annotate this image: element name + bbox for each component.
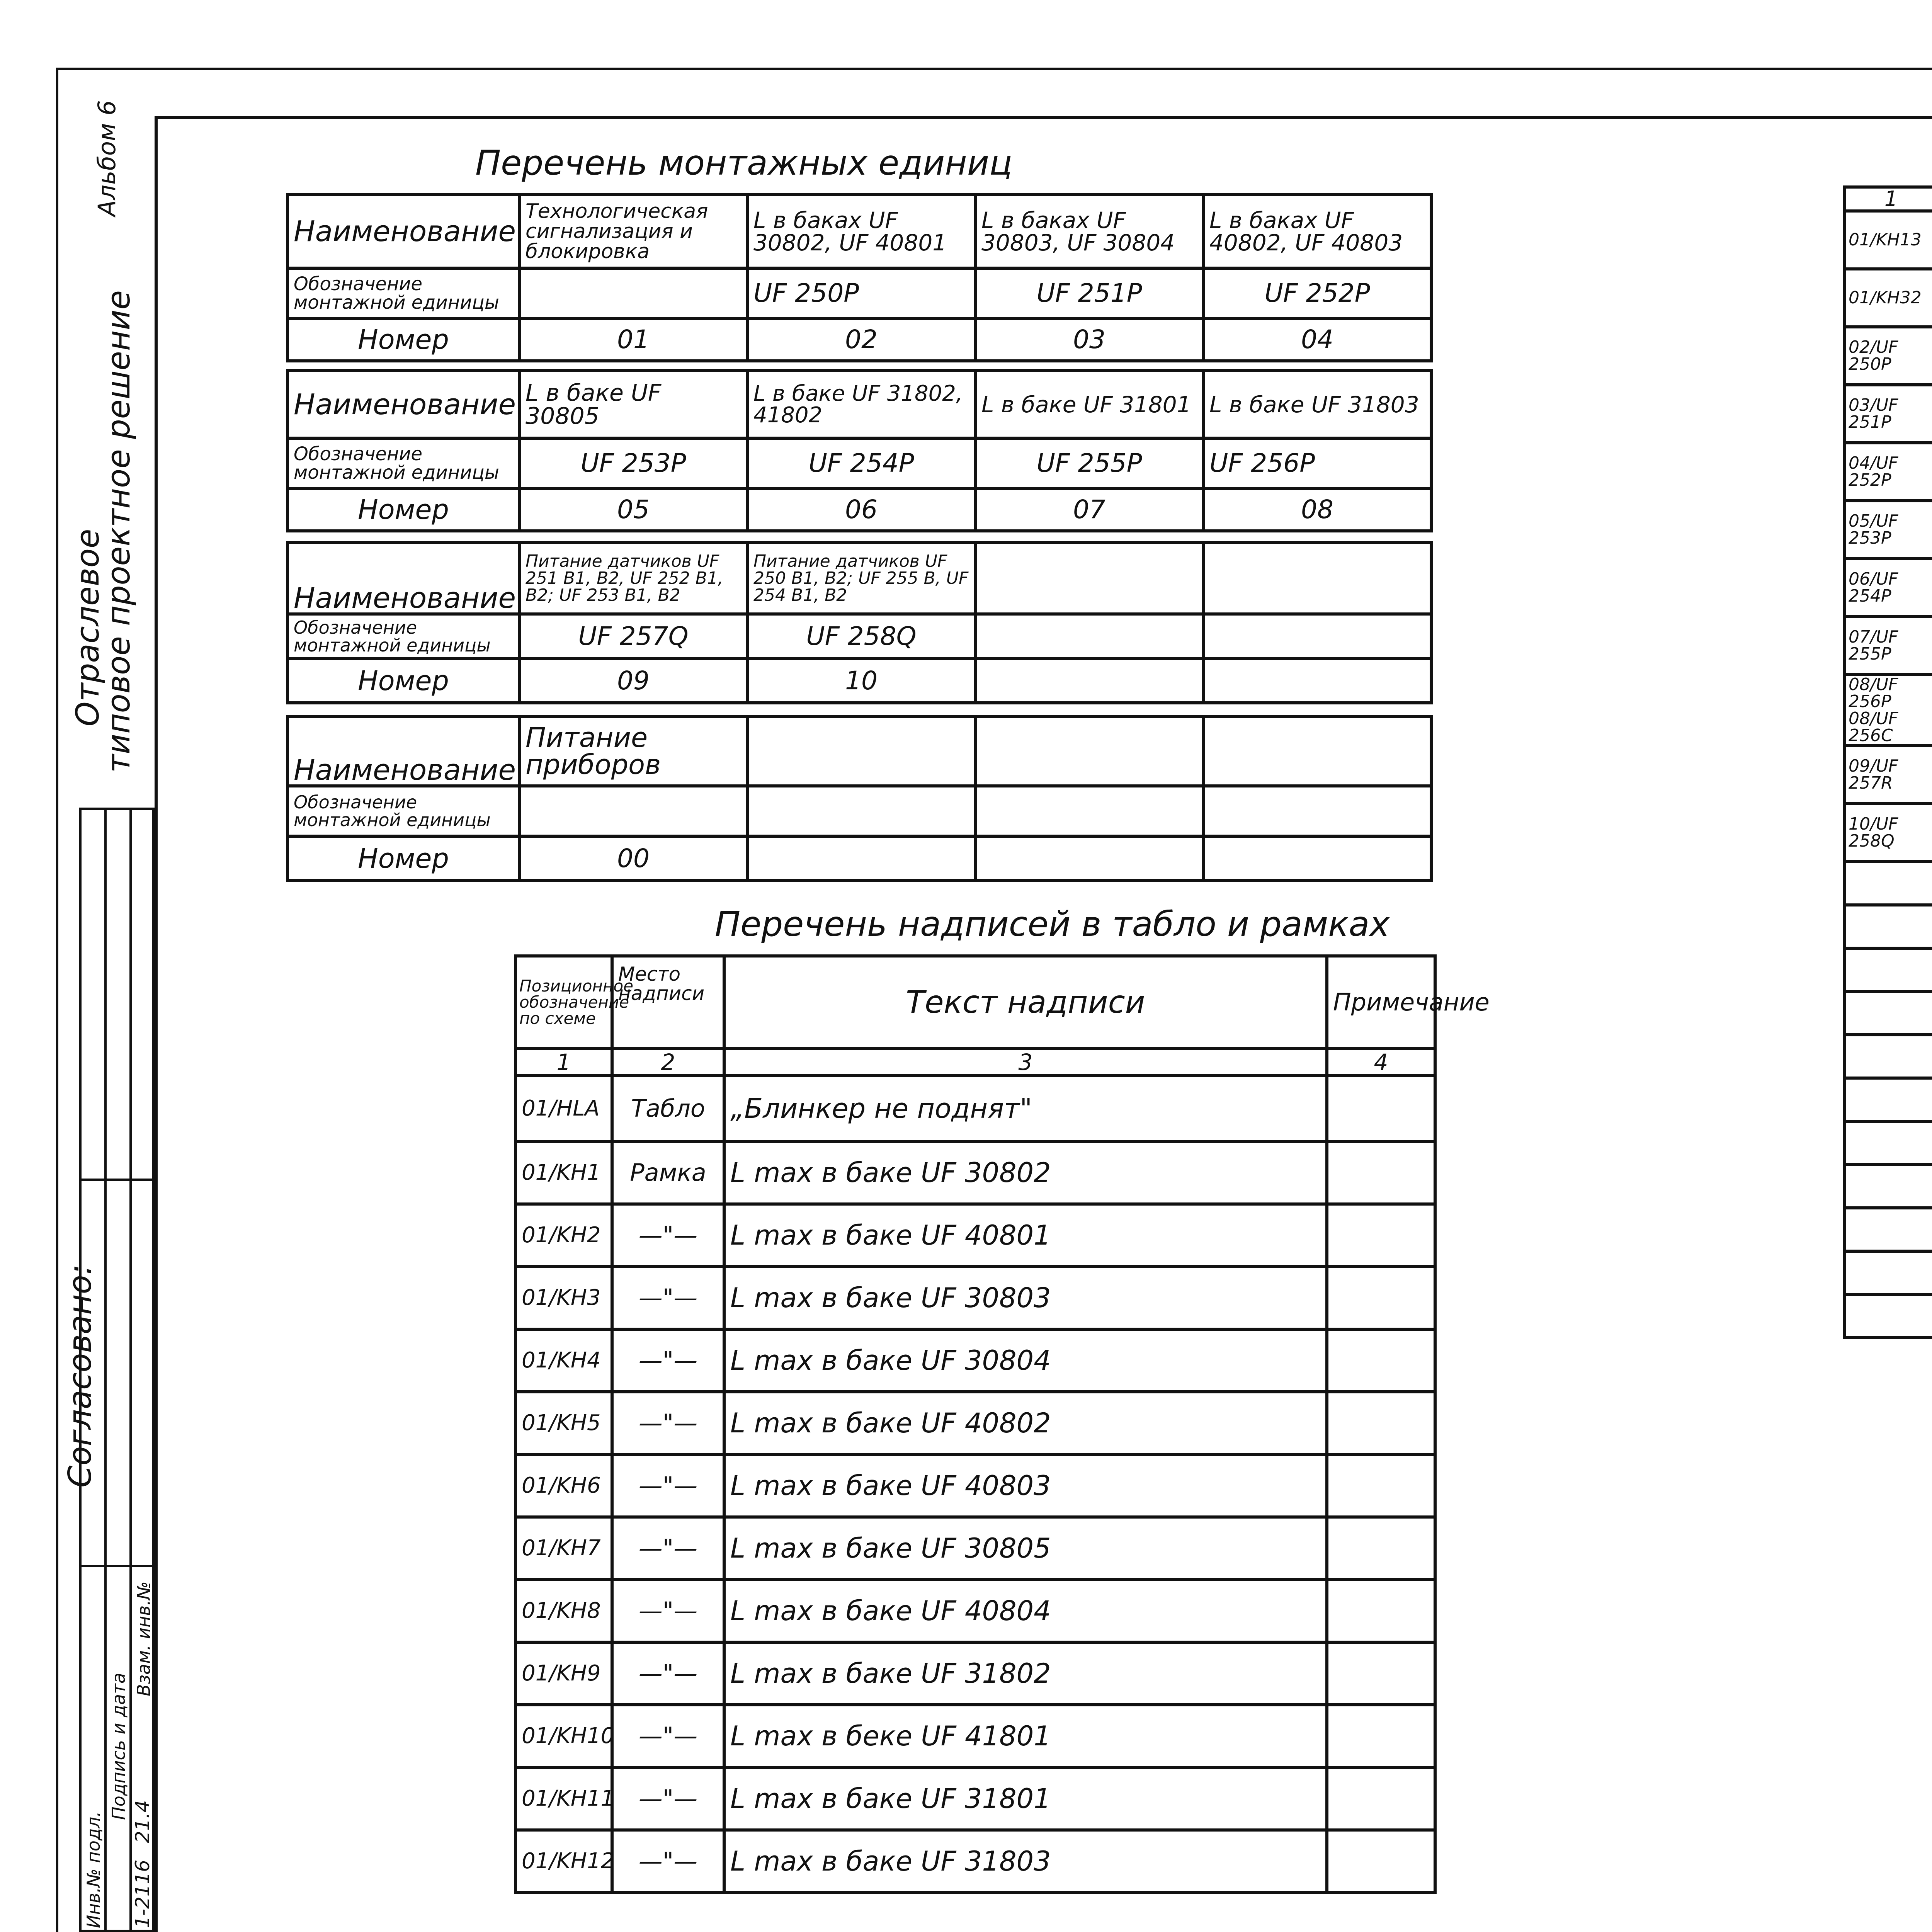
right-table: [1843, 185, 1932, 1339]
label-text: L max в баке UF 31801: [724, 1767, 1327, 1830]
label-place: —"—: [612, 1454, 724, 1517]
col-number: 1: [515, 1049, 612, 1076]
label-position: 01/KH2: [515, 1204, 612, 1267]
label-place: —"—: [612, 1267, 724, 1329]
table-row: [1845, 1251, 1932, 1294]
unit-code: [747, 786, 975, 836]
table-row: [1845, 1035, 1932, 1078]
label-place: —"—: [612, 1642, 724, 1705]
stamp-val2: 21.4: [131, 1800, 154, 1843]
stamp-col1-label: Инв.№ подл.: [83, 1811, 104, 1928]
unit-name: [975, 716, 1203, 786]
unit-number: [975, 658, 1203, 703]
unit-name: Технологическая сигнализация и блокировка: [519, 195, 747, 268]
table-row: [1845, 269, 1932, 327]
unit-code: UF 258Q: [747, 614, 975, 658]
table-row: [515, 1267, 1435, 1329]
units-title: Перечень монтажных единиц: [475, 143, 1012, 183]
label-note: [1327, 1705, 1435, 1767]
label-place: —"—: [612, 1392, 724, 1454]
unit-code: [1203, 786, 1431, 836]
label-place: —"—: [612, 1830, 724, 1893]
entry-position: [1845, 992, 1932, 1035]
unit-code: [975, 786, 1203, 836]
table-row: [1845, 617, 1932, 675]
col-number: 1: [1845, 187, 1932, 211]
unit-name: Питание датчиков UF 251 B1, B2, UF 252 B1, B2; UF 253 B1, B2: [519, 543, 747, 614]
side-text-1: Отраслевое: [70, 529, 106, 726]
label-text: L max в баке UF 40801: [724, 1204, 1327, 1267]
label-position: 01/KH8: [515, 1580, 612, 1642]
table-row: [1845, 1165, 1932, 1208]
unit-code: [1203, 614, 1431, 658]
unit-name: [975, 543, 1203, 614]
entry-position: [1845, 1035, 1932, 1078]
unit-code: UF 256P: [1203, 438, 1431, 488]
table-row: [515, 1141, 1435, 1204]
table-row: [1845, 1121, 1932, 1165]
col-number: 4: [1327, 1049, 1435, 1076]
table-row: [515, 1767, 1435, 1830]
table-row: [1845, 443, 1932, 501]
entry-position: [1845, 1208, 1932, 1251]
unit-number: 08: [1203, 488, 1431, 531]
table-row: [1845, 327, 1932, 385]
label-text: L max в баке UF 31803: [724, 1830, 1327, 1893]
label-place: —"—: [612, 1767, 724, 1830]
table-row: [1845, 1208, 1932, 1251]
label-text: L max в баке UF 31802: [724, 1642, 1327, 1705]
units-block-3: [286, 541, 1433, 704]
table-row: [1845, 746, 1932, 804]
table-row: [1845, 948, 1932, 992]
label-position: 01/HLA: [515, 1076, 612, 1141]
row-label: Номер: [287, 658, 519, 703]
entry-position: 01/KH32: [1845, 269, 1932, 327]
label-place: —"—: [612, 1204, 724, 1267]
labels-table: [514, 954, 1490, 1894]
row-label: Наименование: [287, 543, 519, 614]
unit-code: UF 250P: [747, 268, 975, 318]
album-label: Альбом 6: [93, 100, 121, 216]
units-block-4: [286, 715, 1433, 882]
table-row: [1845, 675, 1932, 746]
entry-position: 02/UF 250P: [1845, 327, 1932, 385]
unit-number: [1203, 658, 1431, 703]
units-block-2: [286, 369, 1433, 532]
unit-number: 02: [747, 318, 975, 361]
label-position: 01/KH7: [515, 1517, 612, 1580]
table-row: [1845, 385, 1932, 443]
label-position: 01/KH6: [515, 1454, 612, 1517]
unit-number: 07: [975, 488, 1203, 531]
entry-position: [1845, 1165, 1932, 1208]
row-label: Обозначение монтажной единицы: [287, 614, 519, 658]
unit-number: [1203, 836, 1431, 881]
label-position: 01/KH5: [515, 1392, 612, 1454]
unit-name: Питание приборов: [519, 716, 747, 786]
unit-name: L в баке UF 30805: [519, 371, 747, 438]
unit-code: UF 253P: [519, 438, 747, 488]
unit-name: [1203, 716, 1431, 786]
label-note: [1327, 1267, 1435, 1329]
units-block-1: [286, 193, 1433, 362]
col-number: 2: [612, 1049, 724, 1076]
unit-code: UF 257Q: [519, 614, 747, 658]
table-row: [515, 1580, 1435, 1642]
stamp-col2-label: Подпись и дата: [108, 1672, 129, 1820]
unit-name: L в баке UF 31801: [975, 371, 1203, 438]
unit-name: [1203, 543, 1431, 614]
labels-header-text: Текст надписи: [724, 956, 1327, 1049]
unit-name: Питание датчиков UF 250 B1, B2; UF 255 B, UF 254 B1, B2: [747, 543, 975, 614]
table-row: [515, 1517, 1435, 1580]
label-text: L max в баке UF 40804: [724, 1580, 1327, 1642]
label-position: 01/KH9: [515, 1642, 612, 1705]
unit-number: 04: [1203, 318, 1431, 361]
table-row: [1845, 905, 1932, 948]
table-row: [515, 1642, 1435, 1705]
entry-position: 10/UF 258Q: [1845, 804, 1932, 862]
unit-number: 00: [519, 836, 747, 881]
col-number: 3: [724, 1049, 1327, 1076]
entry-position: [1845, 1251, 1932, 1294]
label-position: 01/KH3: [515, 1267, 612, 1329]
label-place: —"—: [612, 1705, 724, 1767]
label-place: Рамка: [612, 1141, 724, 1204]
entry-position: [1845, 905, 1932, 948]
unit-number: 09: [519, 658, 747, 703]
label-text: L max в баке UF 30805: [724, 1517, 1327, 1580]
unit-name: L в баках UF 30803, UF 30804: [975, 195, 1203, 268]
label-text: L max в баке UF 40803: [724, 1454, 1327, 1517]
unit-code: [975, 614, 1203, 658]
label-text: L max в баке UF 30804: [724, 1329, 1327, 1392]
row-label: Наименование: [287, 195, 519, 268]
table-row: [1845, 992, 1932, 1035]
table-row: [515, 1329, 1435, 1392]
entry-position: [1845, 1078, 1932, 1121]
label-note: [1327, 1454, 1435, 1517]
label-note: [1327, 1830, 1435, 1893]
table-row: [515, 1705, 1435, 1767]
labels-header-place: Место надписи: [612, 956, 724, 1049]
label-note: [1327, 1392, 1435, 1454]
labels-header-pos: Позиционное обозначение по схеме: [515, 956, 612, 1049]
table-row: [515, 1454, 1435, 1517]
label-note: [1327, 1329, 1435, 1392]
entry-position: 01/KH13: [1845, 211, 1932, 269]
row-label: Наименование: [287, 371, 519, 438]
table-row: [1845, 804, 1932, 862]
unit-code: [519, 786, 747, 836]
entry-position: [1845, 1121, 1932, 1165]
label-note: [1327, 1767, 1435, 1830]
unit-number: [747, 836, 975, 881]
table-row: [515, 1392, 1435, 1454]
table-row: [515, 1076, 1435, 1141]
entry-position: 08/UF 256P 08/UF 256C: [1845, 675, 1932, 746]
unit-code: UF 251P: [975, 268, 1203, 318]
unit-code: [519, 268, 747, 318]
label-position: 01/KH4: [515, 1329, 612, 1392]
label-text: L max в баке UF 30803: [724, 1267, 1327, 1329]
unit-name: L в баках UF 40802, UF 40803: [1203, 195, 1431, 268]
label-place: Табло: [612, 1076, 724, 1141]
label-note: [1327, 1580, 1435, 1642]
table-row: [1845, 862, 1932, 905]
label-position: 01/KH11: [515, 1767, 612, 1830]
row-label: Обозначение монтажной единицы: [287, 786, 519, 836]
unit-number: 05: [519, 488, 747, 531]
unit-number: 01: [519, 318, 747, 361]
label-text: „Блинкер не поднят": [724, 1076, 1327, 1141]
label-position: 01/KH1: [515, 1141, 612, 1204]
table-row: [1845, 1078, 1932, 1121]
row-label: Номер: [287, 836, 519, 881]
label-note: [1327, 1517, 1435, 1580]
table-row: [515, 1204, 1435, 1267]
label-note: [1327, 1642, 1435, 1705]
stamp-col3-label: Взам. инв.№: [133, 1581, 154, 1696]
entry-position: 05/UF 253P: [1845, 501, 1932, 559]
unit-code: UF 255P: [975, 438, 1203, 488]
table-row: [1845, 559, 1932, 617]
entry-position: 09/UF 257R: [1845, 746, 1932, 804]
label-place: —"—: [612, 1517, 724, 1580]
unit-name: L в баке UF 31803: [1203, 371, 1431, 438]
unit-number: 10: [747, 658, 975, 703]
unit-name: L в баках UF 30802, UF 40801: [747, 195, 975, 268]
stamp-val1: 1-2116: [131, 1859, 154, 1928]
entry-position: 07/UF 255P: [1845, 617, 1932, 675]
label-text: L max в баке UF 30802: [724, 1141, 1327, 1204]
unit-name: [747, 716, 975, 786]
row-label: Обозначение монтажной единицы: [287, 438, 519, 488]
row-label: Обозначение монтажной единицы: [287, 268, 519, 318]
agreed-label: Согласовано:: [62, 1264, 99, 1488]
labels-header-note: Примечание: [1327, 956, 1435, 1049]
side-text-2: типовое проектное решение: [100, 290, 137, 773]
row-label: Наименование: [287, 716, 519, 786]
label-position: 01/KH10: [515, 1705, 612, 1767]
entry-position: 06/UF 254P: [1845, 559, 1932, 617]
unit-code: UF 252P: [1203, 268, 1431, 318]
unit-number: 03: [975, 318, 1203, 361]
entry-position: [1845, 862, 1932, 905]
label-place: —"—: [612, 1580, 724, 1642]
table-row: [1845, 211, 1932, 269]
label-text: L max в баке UF 40802: [724, 1392, 1327, 1454]
label-note: [1327, 1204, 1435, 1267]
table-row: [1845, 1294, 1932, 1338]
label-place: —"—: [612, 1329, 724, 1392]
label-note: [1327, 1076, 1435, 1141]
entry-position: 04/UF 252P: [1845, 443, 1932, 501]
unit-code: UF 254P: [747, 438, 975, 488]
unit-name: L в баке UF 31802, 41802: [747, 371, 975, 438]
entry-position: [1845, 948, 1932, 992]
row-label: Номер: [287, 488, 519, 531]
label-text: L max в беке UF 41801: [724, 1705, 1327, 1767]
row-label: Номер: [287, 318, 519, 361]
entry-position: [1845, 1294, 1932, 1338]
unit-number: 06: [747, 488, 975, 531]
unit-number: [975, 836, 1203, 881]
label-note: [1327, 1141, 1435, 1204]
table-row: [515, 1830, 1435, 1893]
table-row: [1845, 501, 1932, 559]
entry-position: 03/UF 251P: [1845, 385, 1932, 443]
left-stamp: [79, 808, 155, 1932]
label-position: 01/KH12: [515, 1830, 612, 1893]
labels-title: Перечень надписей в табло и рамках: [715, 904, 1390, 944]
